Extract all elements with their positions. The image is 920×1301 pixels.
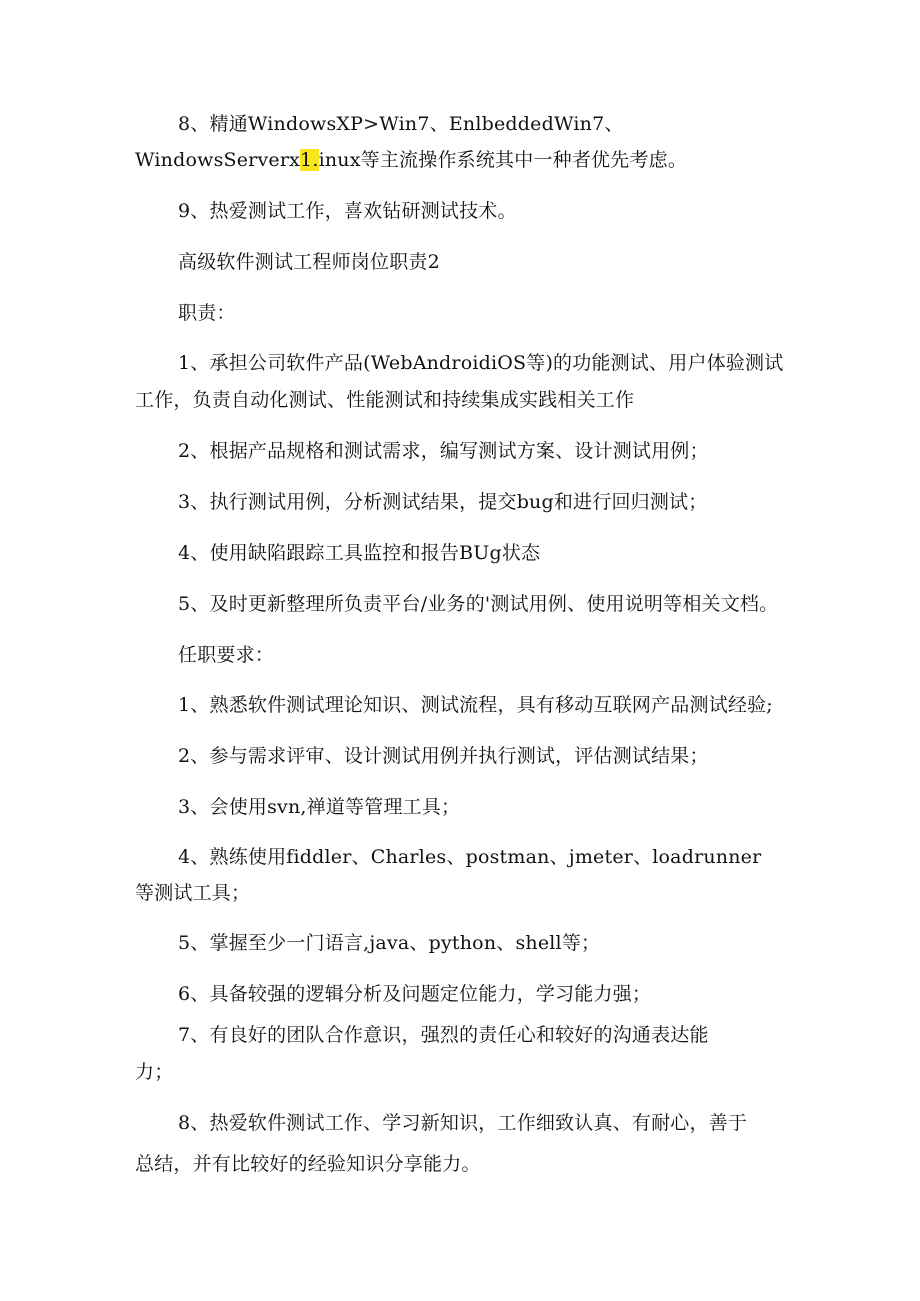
- paragraph-line: 1、熟悉软件测试理论知识、测试流程，具有移动互联网产品测试经验;: [178, 694, 773, 716]
- paragraph-line: 6、具备较强的逻辑分析及问题定位能力，学习能力强；: [178, 983, 652, 1005]
- highlighted-text: 1.: [300, 149, 319, 171]
- paragraph-line: 7、有良好的团队合作意识，强烈的责任心和较好的沟通表达能: [178, 1024, 709, 1046]
- subheading-responsibilities: 职责：: [178, 302, 236, 324]
- paragraph-line: 力；: [135, 1061, 174, 1083]
- paragraph-line: 5、及时更新整理所负责平台/业务的'测试用例、使用说明等相关文档。: [178, 593, 779, 615]
- paragraph-line: 9、热爱测试工作，喜欢钻研测试技术。: [178, 200, 517, 222]
- paragraph-line: 工作，负责自动化测试、性能测试和持续集成实践相关工作: [135, 389, 635, 411]
- section-heading: 高级软件测试工程师岗位职责2: [178, 251, 440, 273]
- paragraph-line: 2、参与需求评审、设计测试用例并执行测试，评估测试结果；: [178, 745, 709, 767]
- paragraph-line: 4、使用缺陷跟踪工具监控和报告BUg状态: [178, 542, 541, 564]
- text-run: WindowsServerx: [135, 149, 301, 171]
- subheading-requirements: 任职要求：: [178, 644, 275, 666]
- paragraph-line: 8、热爱软件测试工作、学习新知识，工作细致认真、有耐心，善于: [178, 1112, 748, 1134]
- paragraph-line: 8、精通WindowsXP>Win7、EnlbeddedWin7、: [178, 113, 624, 135]
- paragraph-line: 3、执行测试用例，分析测试结果，提交bug和进行回归测试；: [178, 491, 708, 513]
- paragraph-line: [135, 148, 687, 172]
- paragraph-line: 1、承担公司软件产品(WebAndroidiOS等)的功能测试、用户体验测试: [178, 352, 784, 374]
- paragraph-line: 3、会使用svn,禅道等管理工具；: [178, 796, 461, 818]
- paragraph-line: 5、掌握至少一门语言,java、python、shell等；: [178, 932, 601, 954]
- paragraph-line: 4、熟练使用fiddler、Charles、postman、jmeter、loadrunner: [178, 846, 762, 868]
- paragraph-line: 2、根据产品规格和测试需求，编写测试方案、设计测试用例；: [178, 440, 709, 462]
- text-run: inux等主流操作系统其中一种者优先考虑。: [318, 149, 688, 171]
- paragraph-line: 等测试工具；: [135, 882, 251, 904]
- paragraph-line: 总结，并有比较好的经验知识分享能力。: [135, 1153, 481, 1175]
